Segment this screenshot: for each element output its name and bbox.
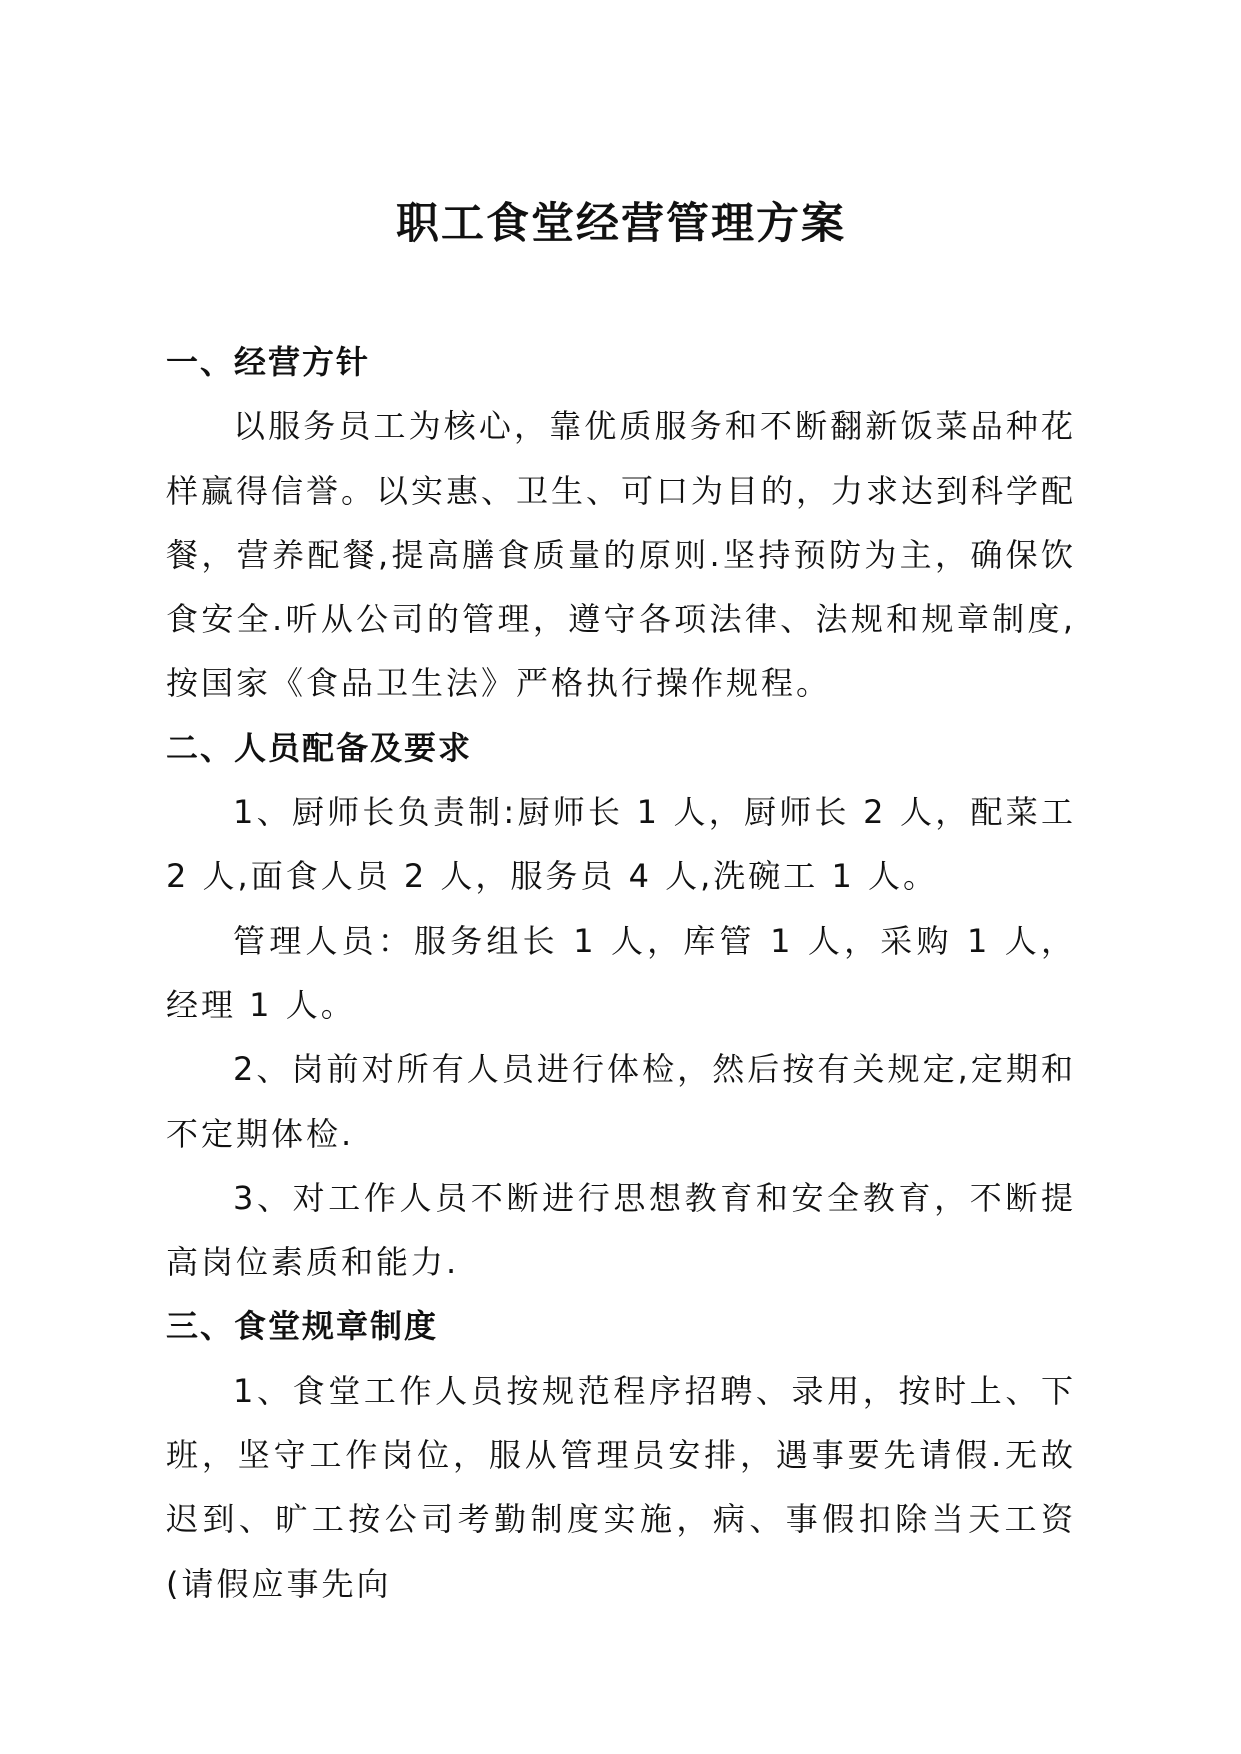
paragraph: 1、厨师长负责制:厨师长 1 人，厨师长 2 人，配菜工 2 人,面食人员 2 人，服务员 4 人,洗碗工 1 人。 (166, 793, 1076, 896)
document-body (166, 330, 1076, 1616)
document-title: 职工食堂经营管理方案 (396, 199, 846, 249)
section-canteen-rules (166, 1294, 1076, 1615)
section-heading: 三、食堂规章制度 (166, 1307, 439, 1346)
paragraph: 管理人员：服务组长 1 人，库管 1 人，采购 1 人，经理 1 人。 (166, 921, 1076, 1024)
paragraph: 3、对工作人员不断进行思想教育和安全教育，不断提高岗位素质和能力. (166, 1178, 1076, 1282)
section-heading: 一、经营方针 (166, 343, 371, 381)
section-business-policy (166, 330, 1076, 716)
paragraph: 以服务员工为核心，靠优质服务和不断翻新饭菜品种花样赢得信誉。以实惠、卫生、可口为目的，力求达到科学配餐，营养配餐,提高膳食质量的原则.坚持预防为主，确保饮食安全.听从公司的管理，遵守各项法律、法规和规章制度,按国家《食品卫生法》严格执行操作规程。 (166, 407, 1077, 703)
section-heading: 二、人员配备及要求 (166, 728, 473, 767)
paragraph: 2、岗前对所有人员进行体检，然后按有关规定,定期和不定期体检. (166, 1050, 1076, 1153)
section-staffing-requirements (166, 716, 1076, 1295)
paragraph: 1、食堂工作人员按规范程序招聘、录用，按时上、下班，坚守工作岗位，服从管理员安排，遇事要先请假.无故迟到、旷工按公司考勤制度实施，病、事假扣除当天工资(请假应事先向 (166, 1371, 1076, 1603)
